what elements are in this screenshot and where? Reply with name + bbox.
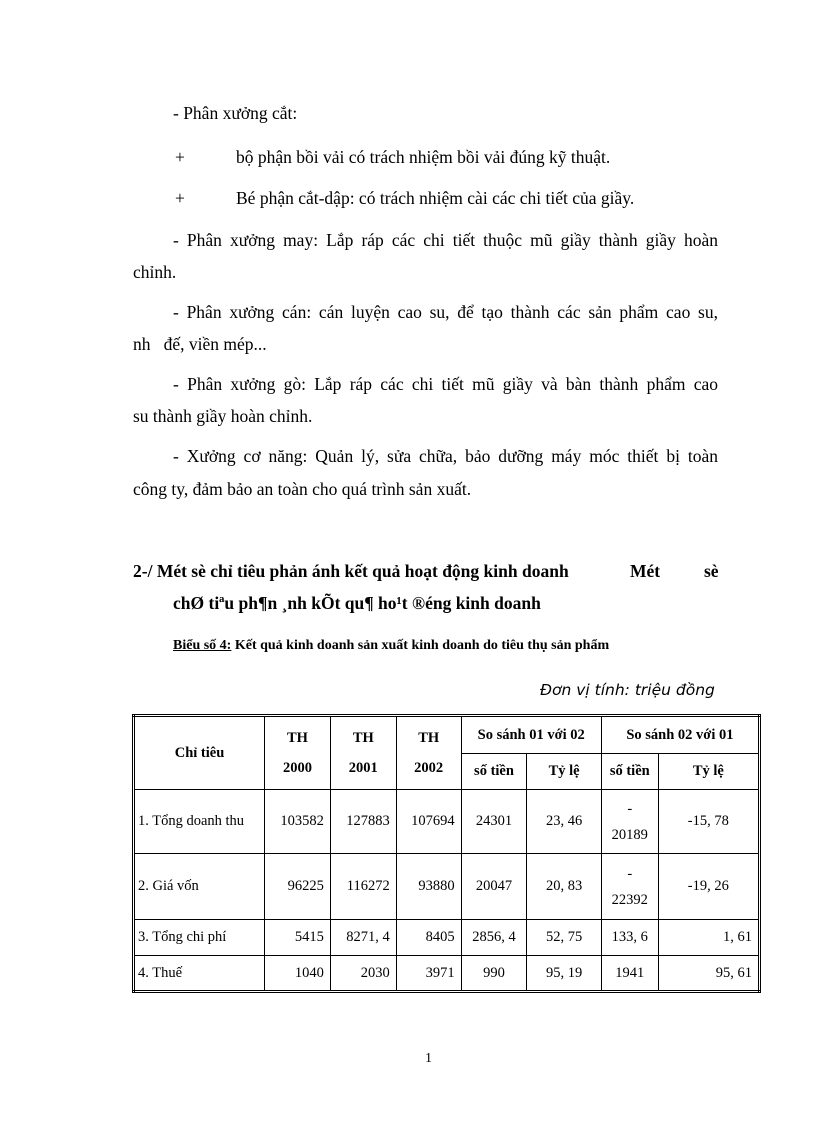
cell-2002: 8405 <box>396 920 461 956</box>
cell-c2-amount: - 20189 <box>601 790 658 854</box>
cell-2000: 103582 <box>265 790 331 854</box>
paragraph-lasting-line2: su thành giầy hoàn chỉnh. <box>133 406 313 426</box>
table-row <box>134 956 760 992</box>
bullet-plus: + <box>175 147 185 167</box>
results-table <box>132 714 761 993</box>
cell-c1-ratio: 52, 75 <box>527 920 601 956</box>
paragraph-sewing-line2: chỉnh. <box>133 262 177 282</box>
header-amount: số tiền <box>601 754 658 790</box>
table-caption <box>173 638 609 654</box>
cell-c1-amount: 24301 <box>461 790 527 854</box>
cell-c2-ratio: 1, 61 <box>658 920 759 956</box>
header-th-2002: TH 2002 <box>396 716 461 790</box>
cell-2002: 3971 <box>396 956 461 992</box>
paragraph-lasting-line1: - Phân xưởng gò: Lắp ráp các chi tiết mũ giầy và bàn thành phẩm cao <box>173 374 718 394</box>
cell-2002: 93880 <box>396 854 461 920</box>
cell-c1-ratio: 23, 46 <box>527 790 601 854</box>
paragraph-mechanical-line1: - Xưởng cơ năng: Quản lý, sửa chữa, bảo dưỡng máy móc thiết bị toàn <box>173 446 718 466</box>
cell-c2-ratio: -15, 78 <box>658 790 759 854</box>
caption-text: Kết quả kinh doanh sản xuất kinh doanh do tiêu thụ sản phẩm <box>231 638 610 653</box>
paragraph-mechanical-line2: công ty, đảm bảo an toàn cho quá trình sản xuất. <box>133 479 472 499</box>
section-heading: 2-/ Mét sè chỉ tiêu phản ánh kết quả hoạt động kinh doanh <box>133 561 569 581</box>
row-label: 4. Thuế <box>134 956 265 992</box>
header-ratio: Tỷ lệ <box>658 754 759 790</box>
cell-c1-ratio: 20, 83 <box>527 854 601 920</box>
section-heading-garbled: chØ tiªu ph¶n ¸nh kÕt qu¶ ho¹t ®éng kinh doanh <box>173 593 541 613</box>
cell-c2-amount: 133, 6 <box>601 920 658 956</box>
paragraph-fabric-lining: bộ phận bồi vải có trách nhiệm bồi vải đúng kỹ thuật. <box>236 147 611 167</box>
caption-label: Biểu số 4: <box>173 638 232 653</box>
cell-2001: 116272 <box>330 854 396 920</box>
paragraph-cutting-workshop: - Phân xưởng cắt: <box>173 103 298 123</box>
cell-c2-ratio: -19, 26 <box>658 854 759 920</box>
cell-2001: 2030 <box>330 956 396 992</box>
header-ratio: Tỷ lệ <box>527 754 601 790</box>
table-row <box>134 854 760 920</box>
section-heading-fragment: sè <box>704 561 719 581</box>
header-amount: số tiền <box>461 754 527 790</box>
paragraph-rolling-line2: nh đế, viền mép... <box>133 334 267 354</box>
row-label: 1. Tổng doanh thu <box>134 790 265 854</box>
header-th-2001: TH 2001 <box>330 716 396 790</box>
paragraph-sewing-line1: - Phân xưởng may: Lắp ráp các chi tiết thuộc mũ giầy thành giầy hoàn <box>173 230 718 250</box>
unit-note: Đơn vị tính: triệu đồng <box>540 681 715 699</box>
cell-c1-ratio: 95, 19 <box>527 956 601 992</box>
table-row <box>134 790 760 854</box>
cell-c1-amount: 20047 <box>461 854 527 920</box>
row-label: 3. Tổng chi phí <box>134 920 265 956</box>
cell-c2-amount: 1941 <box>601 956 658 992</box>
header-indicator: Chỉ tiêu <box>134 716 265 790</box>
table-row <box>134 920 760 956</box>
header-th-2000: TH 2000 <box>265 716 331 790</box>
cell-2001: 127883 <box>330 790 396 854</box>
header-compare-02-01: So sánh 02 với 01 <box>601 716 759 754</box>
cell-c2-amount: - 22392 <box>601 854 658 920</box>
header-compare-01-02: So sánh 01 với 02 <box>461 716 601 754</box>
cell-c2-ratio: 95, 61 <box>658 956 759 992</box>
cell-c1-amount: 2856, 4 <box>461 920 527 956</box>
paragraph-rolling-line1: - Phân xưởng cán: cán luyện cao su, để tạo thành các sản phẩm cao su, <box>173 302 718 322</box>
cell-2000: 1040 <box>265 956 331 992</box>
cell-2000: 5415 <box>265 920 331 956</box>
cell-2001: 8271, 4 <box>330 920 396 956</box>
bullet-plus: + <box>175 188 185 208</box>
row-label: 2. Giá vốn <box>134 854 265 920</box>
cell-2002: 107694 <box>396 790 461 854</box>
paragraph-cutting-stamping: Bé phận cắt-dập: có trách nhiệm cài các chi tiết của giầy. <box>236 188 635 208</box>
cell-c1-amount: 990 <box>461 956 527 992</box>
section-heading-fragment: Mét <box>630 561 661 581</box>
cell-2000: 96225 <box>265 854 331 920</box>
page-number: 1 <box>425 1051 432 1066</box>
